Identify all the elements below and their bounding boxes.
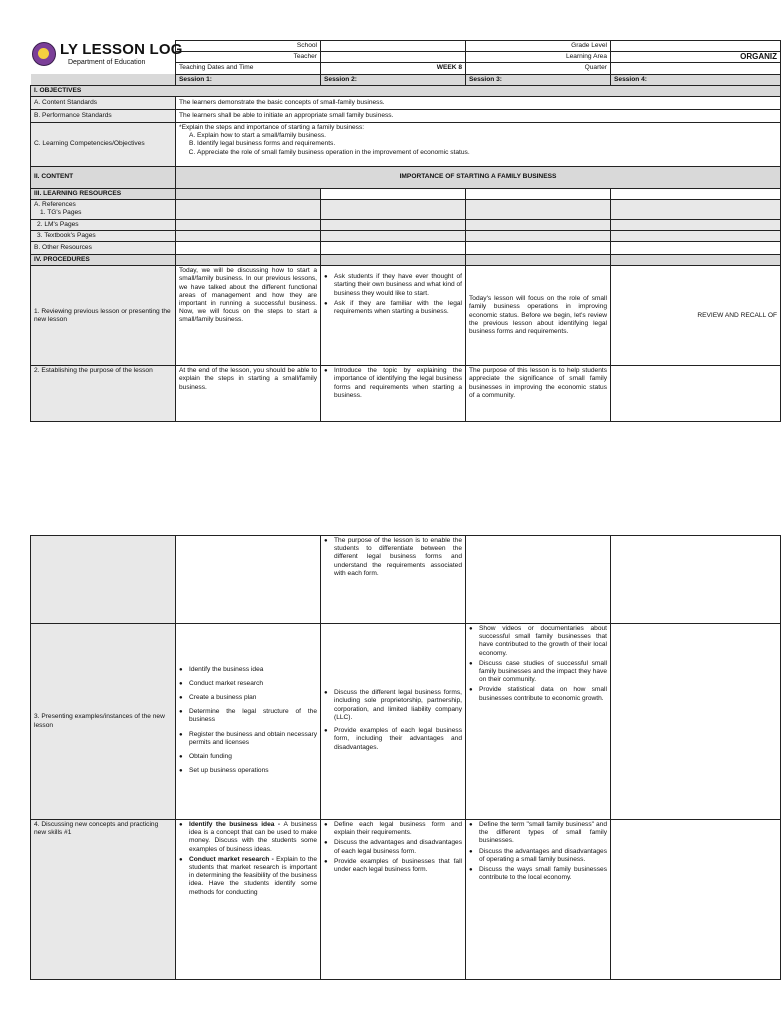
department-name: Department of Education [68,59,146,66]
list-item: ● Show videos or documentaries about successful small family businesses that have contributed to the growth of their local economy. [479,625,607,658]
list-item: ● Register the business and obtain necessary permits and licenses [189,731,317,747]
list-item: ● Obtain funding [189,753,317,761]
lesson-log-table-continued [30,535,781,980]
list-item: ● Conduct market research [189,680,317,688]
deped-seal-icon [32,42,56,66]
list-item: ● Determine the legal structure of the business [189,708,317,724]
establishing-session-2-cont [321,536,466,624]
discussing-session-1 [176,820,321,980]
grade-level-label: Grade Level [466,41,611,52]
list-item: ● Identify the business idea - A business idea is a concept that can be used to make money. Discuss with the students some examples of business ideas. [189,821,317,854]
presenting-session-3 [466,624,611,820]
establishing-session-2 [321,366,466,422]
list-item: ● Discuss case studies of successful small family businesses and the impact they have on their community. [479,660,607,685]
objectives-heading: I. OBJECTIVES [31,85,781,96]
performance-standards-value: The learners shall be able to initiate an appropriate small family business. [176,110,781,123]
list-item: ● Discuss the different legal business forms, including sole proprietorship, partnership, corporation, and limited liability company (LLC). [334,689,462,722]
procedures-heading: IV. PROCEDURES [31,255,176,266]
list-item: ● Introduce the topic by explaining the importance of identifying the legal business forms and requirements when starting a business. [334,367,462,400]
content-standards-label: A. Content Standards [31,97,176,110]
content-standards-value: The learners demonstrate the basic concepts of small-family business. [176,97,781,110]
lesson-log-page-2 [0,530,768,1024]
school-label: School [176,41,321,52]
establishing-label: 2. Establishing the purpose of the lesson [31,366,176,422]
list-item: ● Provide statistical data on how small businesses contribute to economic growth. [479,686,607,702]
list-item: ● Provide examples of businesses that fall under each legal business form. [334,858,462,874]
quarter-label: Quarter [466,63,611,74]
list-item: ● Create a business plan [189,694,317,702]
content-heading: II. CONTENT [31,167,176,189]
competency-item: B. Identify legal business forms and requirements. [197,140,777,148]
other-resources-label: B. Other Resources [31,242,176,255]
competencies-list [179,132,777,157]
discussing-label: 4. Discussing new concepts and practicing new skills #1 [31,820,176,980]
list-item: ● Set up business operations [189,767,317,775]
list-item: ● Define the term "small family business" and the different types of small family businesses. [479,821,607,846]
lesson-log-table-top [30,40,781,422]
session-4-header: Session 4: [611,74,781,85]
competencies-intro: *Explain the steps and importance of starting a family business: [179,124,365,132]
list-item: ● Define each legal business form and explain their requirements. [334,821,462,837]
competency-item: C. Appreciate the role of small family business operation in the improvement of economic status. [197,149,777,157]
establishing-session-1: At the end of the lesson, you should be able to explain the steps in starting a small/family business. [176,366,321,422]
list-item: ● Ask students if they have ever thought of starting their own business and what kind of business they would like to start. [334,273,462,298]
reviewing-label: 1. Reviewing previous lesson or presenting the new lesson [31,266,176,366]
deped-header-logo [30,40,183,70]
learning-area-value: ORGANIZ [611,52,781,63]
grade-level-value[interactable] [611,41,781,52]
discussing-session-3 [466,820,611,980]
learning-area-label: Learning Area [466,52,611,63]
reviewing-session-4: REVIEW AND RECALL OF [611,266,781,366]
list-item: ● Provide examples of each legal business form, including their advantages and disadvantages. [334,727,462,752]
competency-item: A. Explain how to start a small/family business. [197,132,777,140]
school-value[interactable] [321,41,466,52]
presenting-session-2 [321,624,466,820]
teacher-value[interactable] [321,52,466,63]
list-item: ● The purpose of the lesson is to enable the students to differentiate between the different legal business forms and understand the requirements associated with each form. [334,537,462,578]
list-item: ● Ask if they are familiar with the legal requirements when starting a business. [334,300,462,316]
reviewing-session-1: Today, we will be discussing how to start a small/family business. In our previous lessons, we have talked about the different functional areas of management and how they are important in running a successful business. Now, we will focus on the steps to start a small/family business. [176,266,321,366]
session-2-header: Session 2: [321,74,466,85]
teaching-dates-label: Teaching Dates and Time [176,63,321,74]
list-item: ● Identify the business idea [189,666,317,674]
session-3-header: Session 3: [466,74,611,85]
discussing-session-2 [321,820,466,980]
resources-heading: III. LEARNING RESOURCES [31,189,176,200]
content-value: IMPORTANCE OF STARTING A FAMILY BUSINESS [176,167,781,189]
competencies-value [176,123,781,167]
lesson-log-title: LY LESSON LOG [60,41,183,58]
presenting-label: 3. Presenting examples/instances of the new lesson [31,624,176,820]
session-1-header: Session 1: [176,74,321,85]
establishing-session-3: The purpose of this lesson is to help students appreciate the significance of small family businesses in improving the economic status of a community. [466,366,611,422]
textbook-pages-label: 3. Textbook's Pages [31,230,176,241]
list-item: ● Discuss the advantages and disadvantages of operating a small family business. [479,848,607,864]
competencies-label: C. Learning Competencies/Objectives [31,123,176,167]
presenting-session-1 [176,624,321,820]
reviewing-session-2 [321,266,466,366]
lm-pages-label: 2. LM's Pages [31,219,176,230]
references-label: A. References 1. TG's Pages [31,200,176,219]
list-item: ● Discuss the ways small family businesses contribute to the local economy. [479,866,607,882]
list-item: ● Conduct market research - Explain to the students that market research is important in determining the feasibility of the business idea. Have the students identify some methods for conducting [189,856,317,897]
lesson-log-page-1 [0,0,777,480]
teacher-label: Teacher [176,52,321,63]
performance-standards-label: B. Performance Standards [31,110,176,123]
quarter-value[interactable] [611,63,781,74]
week-label: WEEK 8 [321,63,466,74]
reviewing-session-3: Today's lesson will focus on the role of small family business operations in improving economic status. Before we begin, let's review the previous lesson about identifying legal business forms and requirements. [466,266,611,366]
list-item: ● Discuss the advantages and disadvantages of each legal business form. [334,839,462,855]
